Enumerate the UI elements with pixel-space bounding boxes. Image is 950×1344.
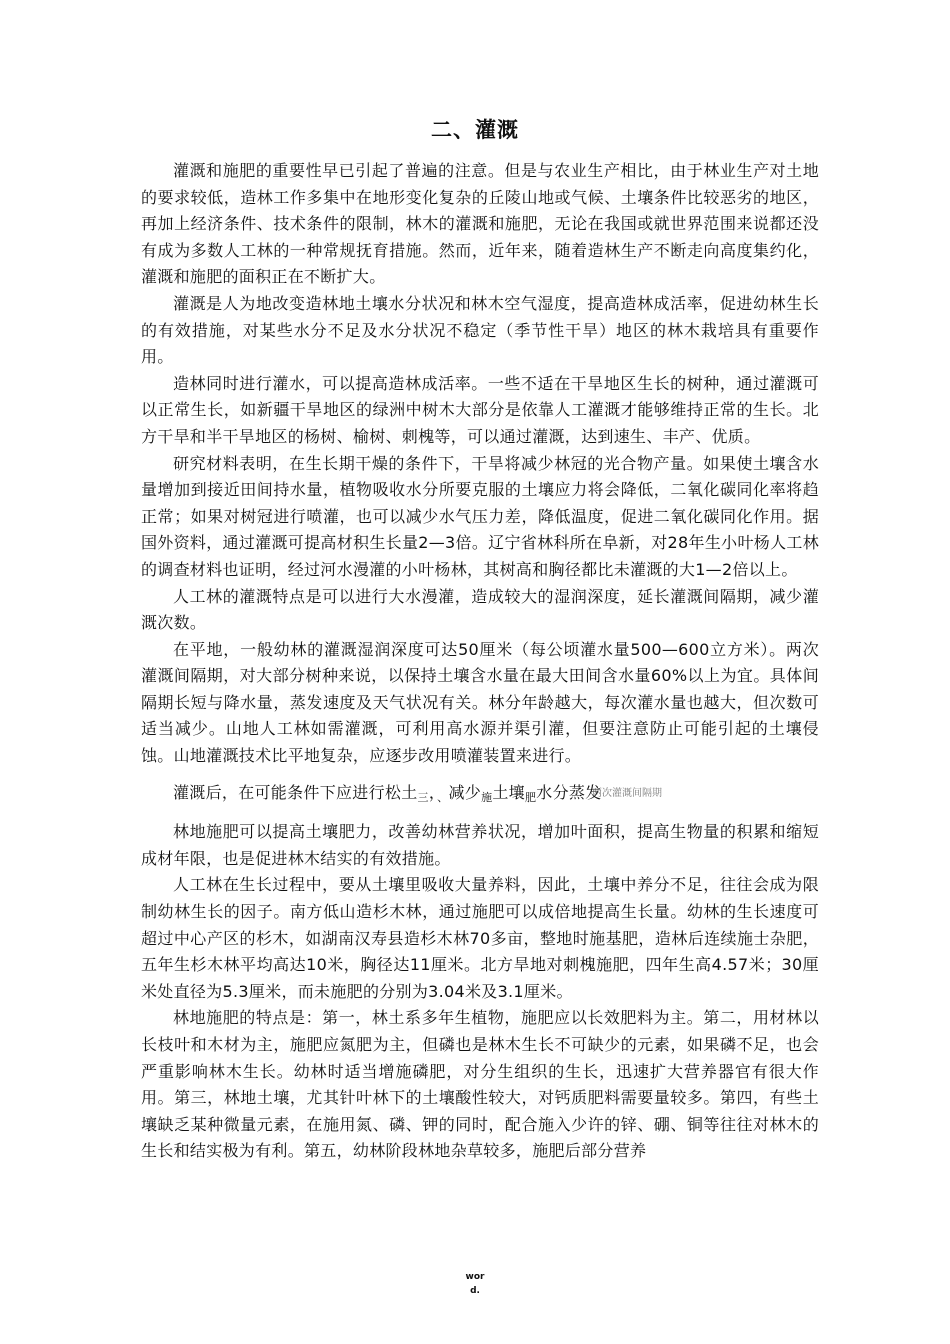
paragraph-fertilizer-features: 林地施肥的特点是：第一，林土系多年生植物，施肥应以长效肥料为主。第二，用材林以长枝叶和木材为主，施肥应氮肥为主，但磷也是林木生长不可缺少的元素，如果磷不足，也会严重影响林木生长。幼林时适当增施磷肥，对分生组织的生长，迅速扩大营养器官有很大作用。第三，林地土壤，尤其针叶林下的土壤酸性较大，对钙质肥料需要量较多。第四，有些土壤缺乏某种微量元素，在施用氮、磷、钾的同时，配合施入少许的锌、硼、铜等往往对林木的生长和结实极为有利。第五，幼林阶段林地杂草较多，施肥后部分营养 xyxy=(141,1008,819,1161)
paragraph-flatland: 在平地，一般幼林的灌溉湿润深度可达50厘米（每公顷灌水量500—600立方米）。两次灌溉间隔期，对大部分树种来说，以保持土壤含水量在最大田间含水量60%以上为宜。具体间隔期长短与降水量，蒸发速度及天气状况有关。林分年龄越大，每次灌水量也越大，但次数可适当减少。山地人工林如需灌溉，可利用高水源并渠引灌，但要注意防止可能引起的土壤侵蚀。山地灌溉技术比平地复杂，应逐步改用喷灌装置来进行。 xyxy=(141,639,819,766)
after-irrigation-text-5: 水分蒸发 xyxy=(536,782,602,802)
body-text xyxy=(141,158,819,1165)
footer-line-2: d. xyxy=(470,1286,480,1296)
paragraph-research: 研究材料表明，在生长期干燥的条件下，干旱将减少林冠的光合物产量。如果使土壤含水量增加到接近田间持水量，植物吸收水分所要克服的土壤应力将会降低，二氧化碳同化率将趋正常；如果对树冠进行喷灌，也可以减少水气压力差，降低温度，促进二氧化碳同化作用。据国外资料，通过灌溉可提高材积生长量2—3倍。辽宁省林科所在阜新，对28年生小叶杨人工林的调查材料也证明，经过河水漫灌的小叶杨林，其树高和胸径都比未灌溉的大1—2倍以上。 xyxy=(141,453,819,579)
paragraph-irrigation-features: 人工林的灌溉特点是可以进行大水漫灌，造成较大的湿润深度，延长灌溉间隔期，减少灌溉次数。 xyxy=(141,586,819,633)
paragraph-survival-rate: 造林同时进行灌水，可以提高造林成活率。一些不适在干旱地区生长的树种，通过灌溉可以正常生长，如新疆干旱地区的绿洲中树木大部分是依靠人工灌溉才能够维持正常的生长。北方干旱和半干旱地区的杨树、榆树、刺槐等，可以通过灌溉，达到速生、丰产、优质。 xyxy=(141,373,819,446)
paragraph-intro: 灌溉和施肥的重要性早已引起了普遍的注意。但是与农业生产相比，由于林业生产对土地的要求较低，造林工作多集中在地形变化复杂的丘陵山地或气候、土壤条件比较恶劣的地区，再加上经济条件、技术条件的限制，林木的灌溉和施肥，无论在我国或就世界范围来说都还没有成为多数人工林的一种常规抚育措施。然而，近年来，随着造林生产不断走向高度集约化，灌溉和施肥的面积正在不断扩大。 xyxy=(141,161,819,287)
page-title: 二、灌溉 xyxy=(431,118,519,142)
page-footer xyxy=(0,1270,950,1298)
footer-line-1: wor xyxy=(465,1272,485,1282)
after-irrigation-sub-3: 施 xyxy=(481,790,493,804)
after-irrigation-sub-2: 、 xyxy=(437,790,449,804)
paragraph-fertilizer-intro: 林地施肥可以提高土壤肥力，改善幼林营养状况，增加叶面积，提高生物量的积累和缩短成材年限，也是促进林木结实的有效措施。 xyxy=(141,822,819,868)
after-irrigation-text-1: 灌溉后，在可能条件下应进行松土 xyxy=(173,782,418,802)
paragraph-after-irrigation xyxy=(141,780,819,812)
paragraph-irrigation-definition: 灌溉是人为地改变造林地土壤水分状况和林木空气湿度，提高造林成活率，促进幼林生长的有效措施，对某些水分不足及水分状况不稳定（季节性干旱）地区的林木栽培具有重要作用。 xyxy=(141,293,819,367)
after-irrigation-text-2: ， xyxy=(428,782,438,802)
after-irrigation-text-3: 减少 xyxy=(448,782,482,802)
overlapping-text-artifact: 两次灌溉间隔期 xyxy=(592,788,662,799)
paragraph-fertilizer-examples: 人工林在生长过程中，要从土壤里吸收大量养料，因此，土壤中养分不足，往往会成为限制幼林生长的因子。南方低山造杉木林，通过施肥可以成倍地提高生长量。幼林的生长速度可超过中心产区的杉木，如湖南汉寿县造杉木林70多亩，整地时施基肥，造林后连续施士杂肥，五年生杉木林平均高达10米，胸径达11厘米。北方旱地对刺槐施肥，四年生高4.57米；30厘米处直径为5.3厘米，而未施肥的分别为3.04米及3.1厘米。 xyxy=(141,875,819,1001)
after-irrigation-sub-4: 肥 xyxy=(524,790,537,804)
after-irrigation-text-4: 土壤 xyxy=(492,782,525,802)
after-irrigation-sub-1: 三 xyxy=(417,790,429,804)
